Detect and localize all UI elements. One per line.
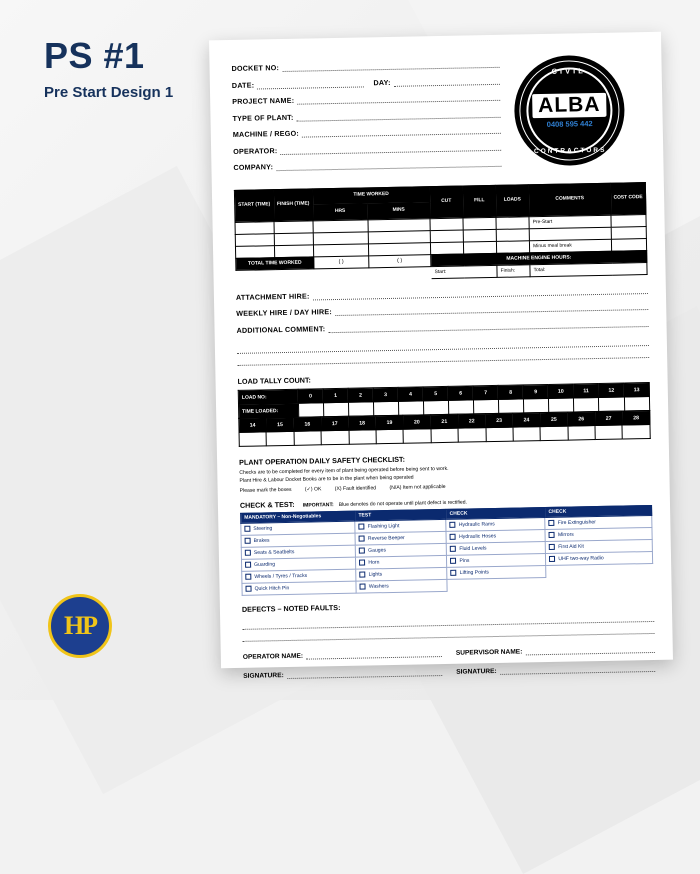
checklist-item-empty: [447, 577, 546, 591]
time-loaded-cell[interactable]: [568, 426, 596, 441]
checkbox-icon[interactable]: [245, 586, 251, 592]
label-date: DATE:: [231, 80, 255, 90]
day-input[interactable]: [394, 75, 500, 86]
cell-cost-code[interactable]: [611, 238, 646, 251]
cell-finish[interactable]: [274, 220, 313, 233]
checklist-item[interactable]: [242, 581, 357, 595]
th-test: TEST: [355, 509, 446, 521]
checkbox-icon[interactable]: [360, 584, 366, 590]
cell-comment[interactable]: Pre-Start: [529, 215, 611, 229]
checklist-item-empty: [546, 575, 653, 589]
checkbox-icon[interactable]: [359, 524, 365, 530]
field-date-day[interactable]: [232, 75, 500, 89]
load-no-15: 15: [266, 417, 294, 432]
safety-line-3: Please mark the boxes: [239, 486, 292, 494]
load-no-23: 23: [485, 413, 513, 428]
supervisor-name-input[interactable]: [525, 644, 655, 655]
checklist-item-label: Guarding: [254, 561, 276, 569]
th-check-1: CHECK: [446, 507, 545, 519]
th-finish-time: FINISH (TIME): [273, 188, 313, 221]
checkbox-icon[interactable]: [245, 538, 251, 544]
checklist-item-label: UHF two-way Radio: [558, 555, 604, 563]
checkbox-icon[interactable]: [245, 562, 251, 568]
load-no-27: 27: [595, 411, 623, 426]
load-no-7: 7: [473, 385, 498, 399]
cell-finish[interactable]: [274, 244, 313, 257]
field-project-name[interactable]: [232, 92, 500, 106]
load-no-8: 8: [498, 385, 523, 399]
field-supervisor-name[interactable]: [456, 644, 655, 657]
label-operator: OPERATOR:: [233, 145, 278, 156]
attachment-hire-input[interactable]: [312, 285, 648, 300]
machine-engine-hours-label: MACHINE ENGINE HOURS:: [431, 250, 647, 266]
checklist-item-label: Fluid Levels: [459, 545, 487, 553]
th-mins: MINS: [367, 202, 430, 219]
checkbox-icon[interactable]: [359, 548, 365, 554]
important-label: IMPORTANT:: [302, 501, 334, 509]
checkbox-icon[interactable]: [450, 558, 456, 564]
checkbox-icon[interactable]: [549, 532, 555, 538]
weekly-hire-input[interactable]: [335, 301, 648, 316]
label-supervisor-signature: SIGNATURE:: [456, 667, 497, 676]
stamp-bottom-text: CONTRACTORS: [533, 146, 607, 156]
load-no-6: 6: [448, 386, 473, 400]
cell-comment[interactable]: Minus meal break: [530, 239, 612, 253]
defects-lines[interactable]: [242, 610, 654, 642]
field-operator[interactable]: [233, 141, 501, 155]
cell-start[interactable]: [235, 245, 274, 258]
checklist-item[interactable]: [356, 579, 447, 593]
total-time-worked-label: TOTAL TIME WORKED: [236, 256, 314, 269]
operator-name-input[interactable]: [306, 648, 442, 660]
th-mandatory: MANDATORY – Non-Negotiables: [241, 511, 355, 523]
checklist-item-label: Lifting Points: [459, 569, 489, 577]
checkbox-icon[interactable]: [450, 546, 456, 552]
load-no-13: 13: [624, 383, 650, 397]
time-loaded-cell[interactable]: [513, 427, 541, 442]
load-no-19: 19: [376, 415, 404, 430]
cell-loads[interactable]: [496, 216, 529, 229]
time-loaded-cell[interactable]: [458, 428, 486, 443]
time-loaded-cell[interactable]: [595, 425, 623, 440]
load-no-22: 22: [458, 414, 486, 429]
cell-fill[interactable]: [464, 241, 497, 254]
time-loaded-cell[interactable]: [403, 429, 431, 444]
time-table-header-row: [234, 182, 645, 206]
load-no-label: LOAD NO:: [238, 389, 298, 404]
time-loaded-cell[interactable]: [498, 399, 523, 413]
brand-block: [44, 35, 174, 101]
load-no-24: 24: [513, 413, 541, 428]
page-title: PS #1: [44, 35, 145, 76]
checklist-item-label: First Aid Kit: [558, 543, 585, 551]
defects-title: DEFECTS – NOTED FAULTS:: [241, 602, 341, 614]
field-docket-no[interactable]: [231, 59, 499, 73]
cell-start[interactable]: [235, 221, 274, 234]
label-type-of-plant: TYPE OF PLANT:: [232, 112, 294, 123]
cell-cut[interactable]: [430, 218, 463, 231]
load-no-12: 12: [599, 383, 625, 397]
checklist-item-label: Pins: [459, 557, 470, 565]
load-no-17: 17: [321, 416, 349, 431]
checkbox-icon[interactable]: [450, 522, 456, 528]
page-subtitle: Pre Start Design 1: [44, 84, 174, 101]
checkbox-icon[interactable]: [549, 544, 555, 550]
time-loaded-label: TIME LOADED:: [239, 403, 299, 418]
time-loaded-cell[interactable]: [431, 428, 459, 443]
type-of-plant-input[interactable]: [297, 108, 501, 121]
th-loads: LOADS: [495, 184, 529, 217]
operator-input[interactable]: [280, 141, 501, 154]
stamp-phone: 0408 595 442: [546, 118, 593, 129]
safety-line-2: Plant Hire & Labour Docket Books are to be in the plant when being operated: [239, 474, 414, 484]
time-loaded-cell[interactable]: [398, 401, 423, 415]
load-no-3: 3: [373, 387, 398, 401]
checklist-table: [240, 505, 654, 596]
label-additional-comment: ADDITIONAL COMMENT:: [236, 323, 326, 335]
checklist-item-label: Wheels / Tyres / Tracks: [254, 573, 308, 581]
total-mins[interactable]: ( ): [368, 254, 431, 267]
load-no-9: 9: [523, 384, 548, 398]
time-loaded-cell[interactable]: [622, 425, 650, 440]
checkbox-icon[interactable]: [359, 560, 365, 566]
load-no-28: 28: [622, 411, 650, 426]
date-input[interactable]: [257, 78, 363, 89]
checklist-item-label: Washers: [368, 583, 389, 590]
cell-cut[interactable]: [430, 230, 463, 243]
safety-line-1: Checks are to be completed for every item of plant being operated before being sent to work.: [239, 465, 449, 476]
field-company[interactable]: [233, 158, 501, 172]
time-loaded-cell[interactable]: [624, 397, 650, 411]
checkbox-icon[interactable]: [244, 526, 250, 532]
load-no-25: 25: [540, 412, 568, 427]
project-name-input[interactable]: [297, 92, 500, 105]
stamp-top-text: CIVIL: [551, 66, 586, 76]
th-comments: COMMENTS: [528, 183, 610, 217]
time-loaded-cell[interactable]: [423, 400, 448, 414]
cell-hrs[interactable]: [313, 219, 368, 232]
checkbox-icon[interactable]: [549, 556, 555, 562]
label-operator-signature: SIGNATURE:: [243, 671, 284, 680]
cell-hrs[interactable]: [313, 231, 368, 244]
total-hrs[interactable]: ( ): [314, 255, 369, 268]
time-loaded-cell[interactable]: [548, 398, 574, 412]
th-time-worked: TIME WORKED: [312, 186, 429, 204]
cell-cost-code[interactable]: [611, 214, 646, 227]
load-no-0: 0: [298, 389, 323, 403]
checklist-item-label: Hydraulic Rams: [458, 521, 495, 529]
time-loaded-cell[interactable]: [266, 431, 294, 446]
field-additional-comment[interactable]: [236, 318, 648, 335]
th-hrs: HRS: [313, 203, 368, 220]
load-no-20: 20: [403, 415, 431, 430]
additional-comment-input[interactable]: [328, 318, 648, 333]
load-no-10: 10: [548, 384, 574, 398]
stamp-name: ALBA: [532, 92, 607, 117]
cell-loads[interactable]: [497, 240, 530, 253]
th-cost-code: COST CODE: [610, 182, 646, 215]
machine-rego-input[interactable]: [302, 125, 501, 138]
important-text: Blue denotes do not operate until plant defect is rectified.: [338, 499, 468, 508]
checklist-item-label: Steering: [253, 525, 273, 533]
time-loaded-cell[interactable]: [473, 399, 498, 413]
time-loaded-cell[interactable]: [448, 400, 473, 414]
alba-logo-stamp: [513, 54, 625, 166]
load-no-1: 1: [323, 388, 348, 402]
checkbox-icon[interactable]: [549, 520, 555, 526]
th-start-time: START (TIME): [234, 189, 274, 222]
time-loaded-cell[interactable]: [373, 401, 398, 415]
load-no-18: 18: [348, 416, 376, 431]
th-cut: CUT: [429, 186, 463, 219]
load-no-11: 11: [573, 383, 599, 397]
load-no-2: 2: [348, 388, 373, 402]
time-loaded-cell[interactable]: [540, 426, 568, 441]
company-input[interactable]: [276, 158, 501, 171]
label-day: DAY:: [373, 77, 391, 87]
checklist-item-label: Hydraulic Hoses: [459, 533, 497, 541]
checklist-item-label: Fire Extinguisher: [557, 519, 596, 527]
checklist-item-label: Horn: [368, 559, 380, 566]
cell-cut[interactable]: [431, 242, 464, 255]
checklist-item-label: Lights: [368, 571, 383, 578]
load-no-4: 4: [398, 387, 423, 401]
checklist-item-label: Seats & Seatbelts: [253, 549, 295, 557]
load-no-21: 21: [430, 414, 458, 429]
time-loaded-cell[interactable]: [574, 397, 600, 411]
label-docket-no: DOCKET NO:: [231, 63, 280, 73]
checkbox-icon[interactable]: [359, 536, 365, 542]
time-loaded-cell[interactable]: [348, 402, 373, 416]
th-check-2: CHECK: [545, 505, 652, 517]
time-loaded-cell[interactable]: [486, 427, 514, 442]
cell-fill[interactable]: [463, 217, 496, 230]
load-no-16: 16: [294, 417, 322, 432]
label-supervisor-name: SUPERVISOR NAME:: [455, 648, 523, 657]
checklist-item-label: Mirrors: [557, 531, 574, 539]
company-logo: [48, 594, 112, 658]
checklist-item-label: Brakes: [253, 537, 270, 545]
field-weekly-hire[interactable]: [236, 301, 648, 318]
time-loaded-cell[interactable]: [321, 430, 349, 445]
label-weekly-hire: WEEKLY HIRE / DAY HIRE:: [236, 307, 333, 318]
time-worked-table: [234, 182, 648, 283]
docket-form: [209, 32, 673, 680]
field-operator-name[interactable]: [243, 648, 442, 661]
logo-monogram: HP: [63, 611, 97, 640]
cell-fill[interactable]: [463, 229, 496, 242]
label-attachment-hire: ATTACHMENT HIRE:: [235, 291, 310, 302]
checklist-item-label: Gauges: [368, 547, 387, 554]
signature-row-names: [243, 644, 655, 661]
time-loaded-cell[interactable]: [599, 397, 625, 411]
time-loaded-cell[interactable]: [298, 403, 323, 417]
key-ok: (✓) OK: [304, 486, 322, 493]
field-type-of-plant[interactable]: [232, 108, 500, 122]
field-attachment-hire[interactable]: [236, 285, 648, 302]
checklist-item-label: Reverse Beeper: [367, 535, 405, 542]
safety-checklist-title: PLANT OPERATION DAILY SAFETY CHECKLIST:: [239, 454, 406, 467]
engine-start-field[interactable]: Start:: [431, 265, 497, 278]
time-loaded-cell[interactable]: [323, 402, 348, 416]
checkbox-icon[interactable]: [245, 574, 251, 580]
label-machine-rego: MACHINE / REGO:: [232, 128, 299, 139]
additional-comment-lines[interactable]: [237, 334, 649, 366]
cell-hrs[interactable]: [313, 243, 368, 256]
load-no-14: 14: [239, 418, 267, 433]
label-company: COMPANY:: [233, 162, 274, 172]
checklist-item-label: Flashing Light: [367, 523, 400, 530]
cell-finish[interactable]: [274, 232, 313, 245]
form-header: [231, 54, 645, 179]
checklist-item-label: Quick Hitch Pin: [254, 585, 290, 593]
field-machine-rego[interactable]: [233, 125, 501, 139]
docket-no-input[interactable]: [282, 59, 500, 72]
cell-cost-code[interactable]: [611, 226, 646, 239]
checkbox-icon[interactable]: [451, 570, 457, 576]
cell-start[interactable]: [235, 233, 274, 246]
key-na: (N/A) Item not applicable: [389, 483, 446, 491]
label-project-name: PROJECT NAME:: [232, 95, 295, 106]
checkbox-icon[interactable]: [245, 550, 251, 556]
label-operator-name: OPERATOR NAME:: [242, 652, 304, 661]
time-loaded-cell[interactable]: [376, 429, 404, 444]
engine-total-field[interactable]: Total:: [530, 262, 647, 276]
check-test-label: CHECK & TEST:: [239, 499, 295, 510]
key-fault: (X) Fault identified: [334, 485, 377, 492]
load-tally-title: LOAD TALLY COUNT:: [237, 375, 311, 386]
time-loaded-cell[interactable]: [349, 430, 377, 445]
checkbox-icon[interactable]: [450, 534, 456, 540]
load-no-26: 26: [567, 412, 595, 427]
time-loaded-cell[interactable]: [523, 398, 548, 412]
time-loaded-cell[interactable]: [239, 432, 267, 447]
time-loaded-cell[interactable]: [294, 431, 322, 446]
engine-finish-field[interactable]: Finish:: [497, 264, 530, 277]
th-fill: FILL: [462, 185, 496, 218]
checkbox-icon[interactable]: [360, 572, 366, 578]
cell-loads[interactable]: [496, 228, 529, 241]
load-no-5: 5: [423, 386, 448, 400]
